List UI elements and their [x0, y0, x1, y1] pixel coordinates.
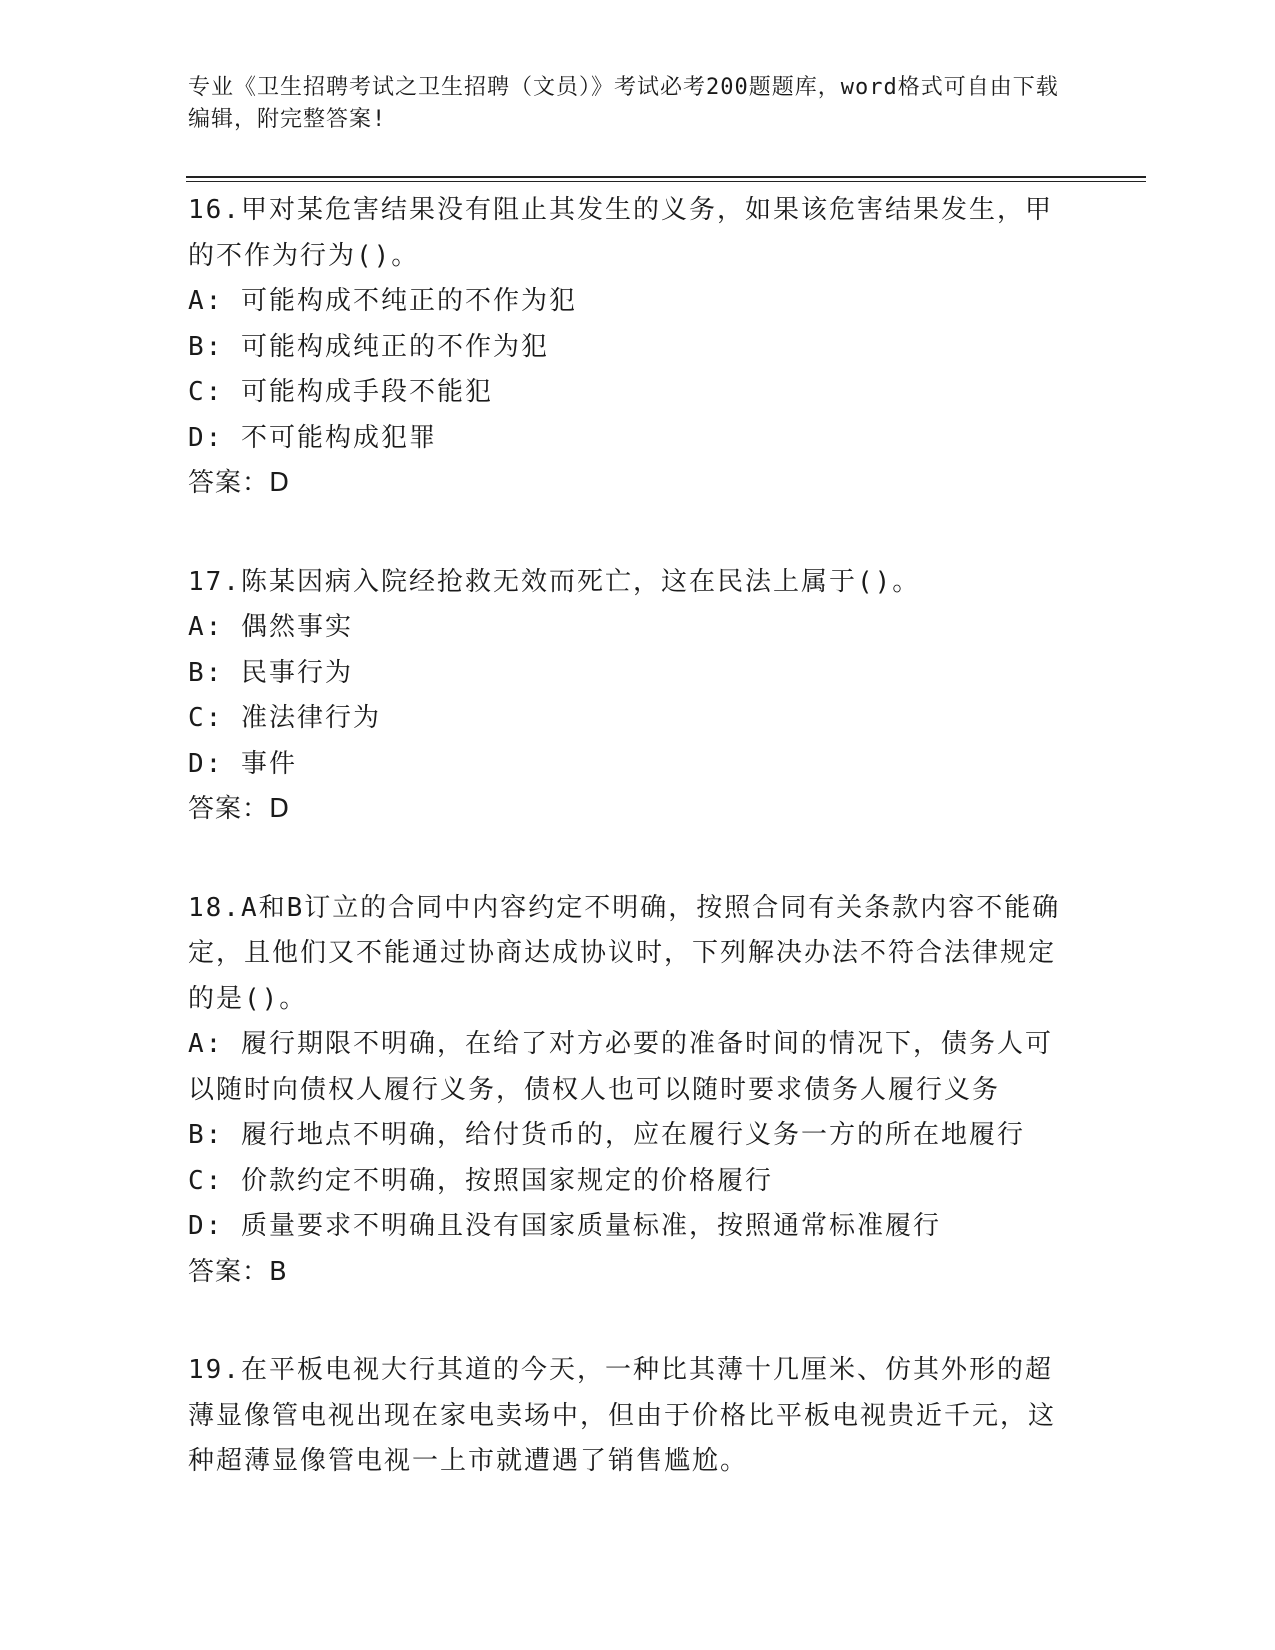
option-c: C: 可能构成手段不能犯: [188, 377, 493, 407]
page-header: [188, 72, 1068, 136]
question-16: [188, 188, 1078, 507]
question-19: [188, 1348, 1078, 1485]
option-b: B: 可能构成纯正的不作为犯: [188, 331, 549, 362]
answer: 答案：D: [188, 468, 291, 498]
option-a: A: 可能构成不纯正的不作为犯: [188, 286, 577, 316]
question-17: [188, 560, 1078, 833]
option-c: C: 准法律行为: [188, 703, 381, 733]
question-stem: 19.在平板电视大行其道的今天，一种比其薄十几厘米、仿其外形的超薄显像管电视出现在家电卖场中，但由于价格比平板电视贵近千元，这种超薄显像管电视一上市就遭遇了销售尴尬。: [188, 1355, 1057, 1476]
option-a: A: 履行期限不明确，在给了对方必要的准备时间的情况下，债务人可以随时向债权人履行义务，债权人也可以随时要求债务人履行义务: [188, 1029, 1053, 1105]
option-b: B: 履行地点不明确，给付货币的，应在履行义务一方的所在地履行: [188, 1120, 1025, 1150]
option-d: D: 不可能构成犯罪: [188, 422, 437, 453]
option-a: A: 偶然事实: [188, 612, 353, 642]
question-stem: 18.A和B订立的合同中内容约定不明确，按照合同有关条款内容不能确定，且他们又不能通过协商达成协议时，下列解决办法不符合法律规定的是()。: [188, 892, 1061, 1014]
question-stem: 16.甲对某危害结果没有阻止其发生的义务，如果该危害结果发生，甲的不作为行为()。: [188, 195, 1053, 271]
question-18: [188, 886, 1078, 1296]
option-c: C: 价款约定不明确，按照国家规定的价格履行: [188, 1165, 773, 1196]
header-divider: [186, 176, 1146, 182]
answer: 答案：B: [188, 1256, 288, 1287]
option-d: D: 事件: [188, 748, 297, 779]
option-d: D: 质量要求不明确且没有国家质量标准，按照通常标准履行: [188, 1211, 941, 1241]
question-list: [188, 188, 1078, 1538]
answer: 答案：D: [188, 794, 291, 824]
header-text: 专业《卫生招聘考试之卫生招聘（文员）》考试必考200题题库，word格式可自由下载编辑，附完整答案!: [188, 75, 1059, 132]
question-stem: 17.陈某因病入院经抢救无效而死亡，这在民法上属于()。: [188, 566, 921, 597]
option-b: B: 民事行为: [188, 657, 353, 688]
